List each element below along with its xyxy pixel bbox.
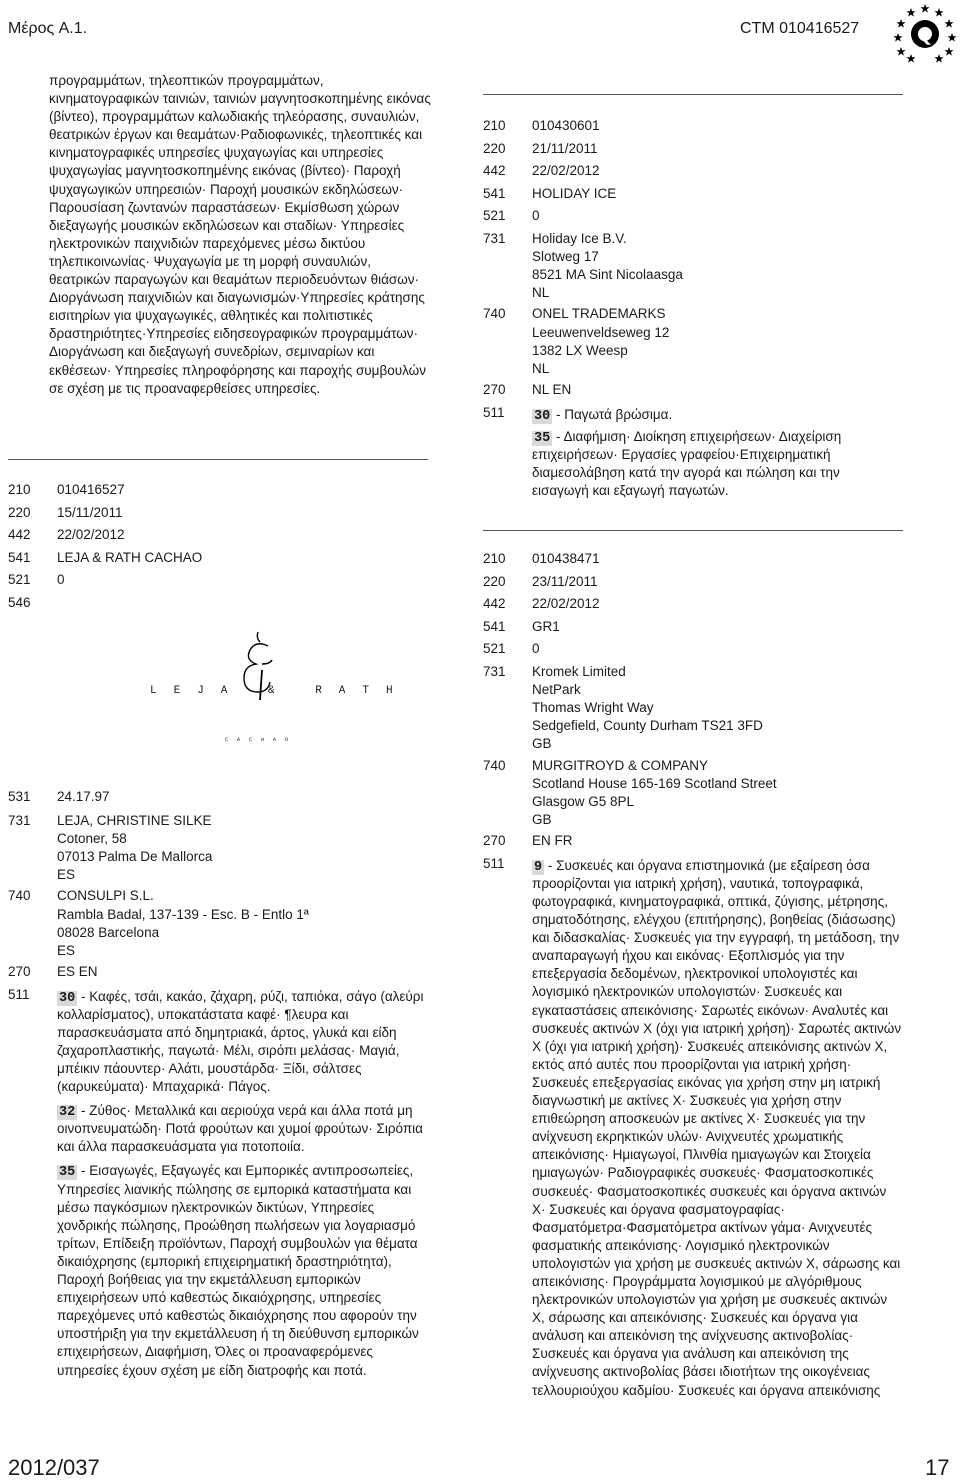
- field-code: 740: [483, 757, 506, 773]
- field-code: 731: [8, 812, 31, 828]
- field-210: [483, 115, 903, 138]
- representative-block: [57, 885, 309, 960]
- class-number-badge: 9: [534, 859, 543, 875]
- logo-wordmark: LEJA & RATH: [150, 685, 410, 697]
- field-521: [8, 569, 428, 592]
- owner-street: Slotweg 17: [532, 248, 599, 264]
- field-731: [483, 228, 903, 303]
- representative-country: GB: [532, 812, 552, 828]
- field-270: [483, 379, 903, 402]
- field-270: [8, 961, 428, 984]
- field-531: [8, 786, 428, 809]
- representative-block: [532, 303, 669, 378]
- representative-city: 1382 LX Weesp: [532, 342, 628, 358]
- representative-city: Glasgow G5 8PL: [532, 793, 635, 809]
- field-521: [483, 638, 903, 661]
- field-code: 442: [483, 163, 506, 178]
- field-740: [8, 885, 428, 960]
- class-description: - Συσκευές και όργανα επιστημονικά (με εξαίρεση όσα προορίζονται για ιατρική χρήση), ναυτικά, τοπογραφικά, φωτογραφικά, κινηματογραφικά, οπτικά, ζύγισης, μέτρησης, σηματοδότησης, ελέγχου (επιτήρησης), βοηθείας (διάσωσης) και διδασκαλίας· Συσκευές για την εγγραφή, τη μετάδοση, την αναπαραγωγή ήχου και εικόνας· Εξοπλισμός για την επεξεργασία δεδομένων, ηλεκτρονικοί υπολογιστές και λογισμικό ηλεκτρονικών υπολογιστών· Συσκευές και εγκαταστάσεις απεικόνισης· Σαρωτές εικόνων· Αναλυτές και συσκευές ακτινών Χ (όχι για ιατρική χρήση)· Σαρωτές ακτινών Χ (όχι για ιατρική χρήση)· Συσκευές απεικόνισης ακτινών Χ, εκτός από αυτές που προορίζονται για ιατρική χρήση· Συσκευές επεξεργασίας εικόνας για χρήση στην μη ιατρική διαγνωστική με ακτίνες Χ· Συσκευές για χρήση στην επιθεώρηση αποσκευών με ακτίνες Χ· Συσκευές για την ανίχνευση εκρηκτικών υλών· Ανιχνευτές χρωματικής απεικόνισης· Ημιαγωγοί, Πλινθία ημιαγωγών και Στοιχεία ημιαγωγών· Ραδιογραφικές συσκευές· Φασματοσκοπικές συσκευές· Φασματοσκοπικές συσκευές και όργανα ακτινών Χ· Συσκευές και όργανα φασματογραφίας· Φασματόμετρα·Φασματόμετρα ακτίνων γάμα· Ανιχνευτές φασματικής απεικόνισης· Λογισμικό ηλεκτρονικών υπολογιστών για χρήση με συσκευές ακτινών Χ, σάρωσης και απεικόνισης· Προγράμματα λογισμικού με αλγόριθμους ηλεκτρονικών υπολογιστών για χρήση με συσκευές ακτινών Χ, σάρωσης και απεικόνισης· Συσκευές και όργανα για ανάλυση και απεικόνιση της ανίχνευσης ακτινοβολίας· Συσκευές και όργανα για ανάλυση και απεικόνιση της ανίχνευσης ακτινοβολίας βάσει ιδιοτήτων της οικογένειας τελλουριούχου καδμίου· Συσκευές και όργανα απεικόνισης: [532, 857, 902, 1398]
- field-code: 521: [483, 641, 506, 656]
- field-value: 22/02/2012: [57, 527, 125, 542]
- owner-country: ES: [57, 867, 76, 883]
- field-740: [483, 303, 903, 378]
- field-541: [483, 616, 903, 639]
- field-code: 442: [483, 596, 506, 611]
- header-document-number: CTM 010416527: [740, 20, 860, 37]
- owner-country: NL: [532, 285, 550, 301]
- trademark-record-1-details: [8, 786, 428, 1380]
- field-value: 010438471: [532, 551, 600, 566]
- owner-block: [57, 810, 212, 885]
- field-210: [483, 548, 903, 571]
- field-value: NL EN: [532, 382, 572, 398]
- field-code: 511: [8, 986, 30, 1002]
- owner-name: Kromek Limited: [532, 663, 626, 679]
- representative-block: [532, 755, 777, 830]
- eu-oami-logo: [893, 3, 957, 63]
- field-code: 270: [483, 382, 506, 398]
- field-value: 010430601: [532, 118, 600, 133]
- field-code: 731: [483, 230, 506, 246]
- class-entry: [532, 406, 882, 424]
- field-code: 541: [483, 618, 506, 634]
- field-value: 010416527: [57, 482, 125, 497]
- field-code: 521: [8, 572, 31, 587]
- class-number-badge: 30: [59, 990, 76, 1006]
- field-code: 546: [8, 594, 31, 610]
- field-code: 511: [483, 404, 505, 420]
- class-description: - Καφές, τσάι, κακάο, ζάχαρη, ρύζι, ταπιόκα, σάγο (αλεύρι κολλαρίσματος), υποκατάστατα καφέ· ¶λευρα και παρασκευάσματα από δημητριακά, άρτος, γλυκά και είδη ζαχαροπλαστικής, παγωτά· Μέλι, σιρόπι μελάσας· Μαγιά, μπέικιν πάουντερ· Αλάτι, μουστάρδα· Ξίδι, σάλτσες (καρυκεύματα)· Μπαχαρικά· Πάγος.: [57, 988, 424, 1095]
- footer-bulletin-number: 2012/037: [8, 1455, 100, 1480]
- field-541: [8, 547, 428, 570]
- owner-block: [532, 228, 683, 303]
- logo-subtitle: CACHAO: [225, 737, 298, 743]
- field-code: 511: [483, 855, 505, 871]
- separator-rule: [8, 459, 428, 460]
- field-731: [483, 661, 903, 754]
- trademark-record-1: [8, 479, 428, 614]
- representative-name: MURGITROYD & COMPANY: [532, 757, 709, 773]
- trademark-figurative-image: [150, 630, 410, 755]
- field-code: 740: [8, 888, 31, 904]
- class-description: - Ζύθος· Μεταλλικά και αεριούχα νερά και άλλα ποτά μη οινοπνευματώδη· Ποτά φρούτων και χυμοί φρούτων· Σιρόπια και άλλα παρασκευάσματα για ποτοποιία.: [57, 1103, 423, 1155]
- field-511: [483, 853, 903, 1400]
- class-number-badge: 35: [59, 1165, 76, 1181]
- class-entry: [57, 1102, 428, 1156]
- field-code: 731: [483, 663, 506, 679]
- field-code: 541: [483, 185, 506, 201]
- class-number-badge: 30: [534, 408, 551, 424]
- class-entry: [57, 1162, 428, 1379]
- field-210: [8, 479, 428, 502]
- class-number-badge: 35: [534, 430, 551, 446]
- class-description: - Διαφήμιση· Διοίκηση επιχειρήσεων· Διαχείριση επιχειρήσεων· Εργασίες γραφείου·Επιχειρηματική διαμεσολάβηση κατά την αγορά και πώληση και την εισαγωγή και εξαγωγή παγωτών.: [532, 428, 842, 498]
- field-220: [483, 138, 903, 161]
- owner-city: Sedgefield, County Durham TS21 3FD: [532, 718, 763, 734]
- field-511: [8, 984, 428, 1380]
- field-code: 442: [8, 527, 31, 542]
- representative-street: Scotland House 165-169 Scotland Street: [532, 775, 777, 791]
- owner-street: NetPark: [532, 681, 581, 697]
- field-value: 0: [532, 208, 540, 223]
- field-value: ES EN: [57, 964, 98, 980]
- representative-city: 08028 Barcelona: [57, 924, 160, 940]
- field-511: [483, 402, 903, 500]
- field-code: 270: [8, 964, 31, 980]
- goods-services-block: [532, 402, 882, 500]
- goods-services-block: [57, 984, 428, 1380]
- field-220: [8, 502, 428, 525]
- separator-rule: [483, 530, 903, 531]
- header-section-label: Μέρος A.1.: [8, 20, 88, 37]
- field-code: 210: [483, 118, 506, 133]
- trademark-record-2: [483, 115, 903, 500]
- representative-name: ONEL TRADEMARKS: [532, 306, 666, 322]
- owner-street: Cotoner, 58: [57, 830, 127, 846]
- field-value: LEJA & RATH CACHAO: [57, 549, 203, 565]
- owner-block: [532, 661, 763, 754]
- class-number-badge: 32: [59, 1105, 76, 1121]
- field-740: [483, 755, 903, 830]
- class-description: - Εισαγωγές, Εξαγωγές και Εμπορικές αντιπροσωπείες, Υπηρεσίες λιανικής πώλησης σε εμπορικά καταστήματα και μέσω παγκόσμιων ηλεκτρονικών δικτύων, Υπηρεσίες χονδρικής πώλησης, Προώθηση πωλήσεων για λογαριασμό τρίτων, Επίδειξη προϊόντων, Παροχή συμβουλών για θέματα δικαιόχρησης (εμπορική επιχειρηματική δραστηριότητα), Παροχή βοήθειας για την εκμετάλλευση εμπορικών επιχειρήσεων υπό καθεστώς δικαιόχρησης, υπηρεσίες παρεχόμενες υπό καθεστώς δικαιόχρησης που αφορούν την υποστήριξη για την εκμετάλλευση ή τη διεύθυνση εμπορικών επιχειρήσεων, Διαφήμιση, Όλες οι προαναφερόμενες υπηρεσίες έχουν σχέση με είδη διατροφής και ποτά.: [57, 1163, 419, 1378]
- field-value: 24.17.97: [57, 789, 110, 804]
- field-270: [483, 830, 903, 853]
- representative-street: Leeuwenveldseweg 12: [532, 324, 670, 340]
- goods-services-block: [532, 853, 903, 1400]
- field-value: 0: [532, 641, 540, 656]
- field-value: HOLIDAY ICE: [532, 185, 617, 201]
- representative-country: ES: [57, 942, 76, 958]
- field-code: 270: [483, 833, 506, 849]
- field-code: 220: [483, 140, 506, 156]
- field-value: EN FR: [532, 833, 573, 849]
- class-description: - Παγωτά βρώσιμα.: [552, 406, 673, 422]
- field-731: [8, 810, 428, 885]
- field-code: 541: [8, 549, 31, 565]
- field-value: 15/11/2011: [57, 504, 123, 520]
- field-442: [483, 160, 903, 183]
- field-442: [8, 524, 428, 547]
- field-521: [483, 205, 903, 228]
- class-entry: [532, 428, 882, 500]
- owner-country: GB: [532, 736, 552, 752]
- field-442: [483, 593, 903, 616]
- owner-name: LEJA, CHRISTINE SILKE: [57, 812, 212, 828]
- field-code: 740: [483, 306, 506, 322]
- field-value: 21/11/2011: [532, 140, 598, 156]
- owner-street-2: Thomas Wright Way: [532, 699, 654, 715]
- field-value: 22/02/2012: [532, 596, 600, 611]
- field-value: 22/02/2012: [532, 163, 600, 178]
- representative-street: Rambla Badal, 137-139 - Esc. B - Entlo 1ª: [57, 906, 309, 922]
- footer-page-number: 17: [925, 1455, 950, 1480]
- field-code: 531: [8, 789, 31, 804]
- field-value: GR1: [532, 618, 560, 634]
- field-code: 210: [483, 551, 506, 566]
- class-entry: [532, 857, 903, 1400]
- field-code: 210: [8, 482, 31, 497]
- field-value: 23/11/2011: [532, 573, 598, 589]
- field-code: 220: [483, 573, 506, 589]
- field-541: [483, 183, 903, 206]
- separator-rule: [483, 94, 903, 95]
- representative-name: CONSULPI S.L.: [57, 888, 154, 904]
- owner-city: 8521 MA Sint Nicolaasga: [532, 266, 683, 282]
- owner-name: Holiday Ice B.V.: [532, 230, 627, 246]
- trademark-record-3: [483, 548, 903, 1400]
- field-code: 521: [483, 208, 506, 223]
- representative-country: NL: [532, 360, 550, 376]
- continuation-paragraph: προγραμμάτων, τηλεοπτικών προγραμμάτων, κινηματογραφικών ταινιών, ταινιών μαγνητοσκοπημένης εικόνας (βίντεο), προγραμμάτων καλωδιακής τηλεόρασης, συναυλιών, θεατρικών έργων και θεαμάτων·Ραδιοφωνικές, τηλεοπτικές και κινηματογραφικές υπηρεσίες ψυχαγωγίας και υπηρεσίες ψυχαγωγίας μαγνητοσκοπημένης εικόνας (βίντεο)· Παροχή ψυχαγωγικών υπηρεσιών· Παροχή μουσικών εκδηλώσεων· Παρουσίαση ζωντανών παραστάσεων· Εκμίσθωση χώρων διεξαγωγής μουσικών εκδηλώσεων και σταδίων· Υπηρεσίες ηλεκτρονικών παιχνιδιών παρεχόμενες μέσω δικτύου τηλεπικοινωνίας· Ψυχαγωγία με τη μορφή συναυλιών, θεατρικών παραγωγών και θεαμάτων περιοδευόντων θιάσων· Διοργάνωση παιχνιδιών και διαγωνισμών·Υπηρεσίες κράτησης εισιτηρίων για ψυχαγωγικές, αθλητικές και πολιτιστικές δραστηριότητες·Υπηρεσίες ειδησεογραφικών προγραμμάτων· Διοργάνωση και διεξαγωγή συνεδρίων, σεμιναρίων και εκθέσεων· Υπηρεσίες πληροφόρησης και παροχής συμβουλών σε σχέση με τις προαναφερθείσες υπηρεσίες.: [49, 73, 431, 396]
- field-220: [483, 571, 903, 594]
- field-code: 220: [8, 504, 31, 520]
- field-546: [8, 592, 428, 615]
- owner-city: 07013 Palma De Mallorca: [57, 848, 213, 864]
- field-value: 0: [57, 572, 65, 587]
- class-entry: [57, 988, 428, 1097]
